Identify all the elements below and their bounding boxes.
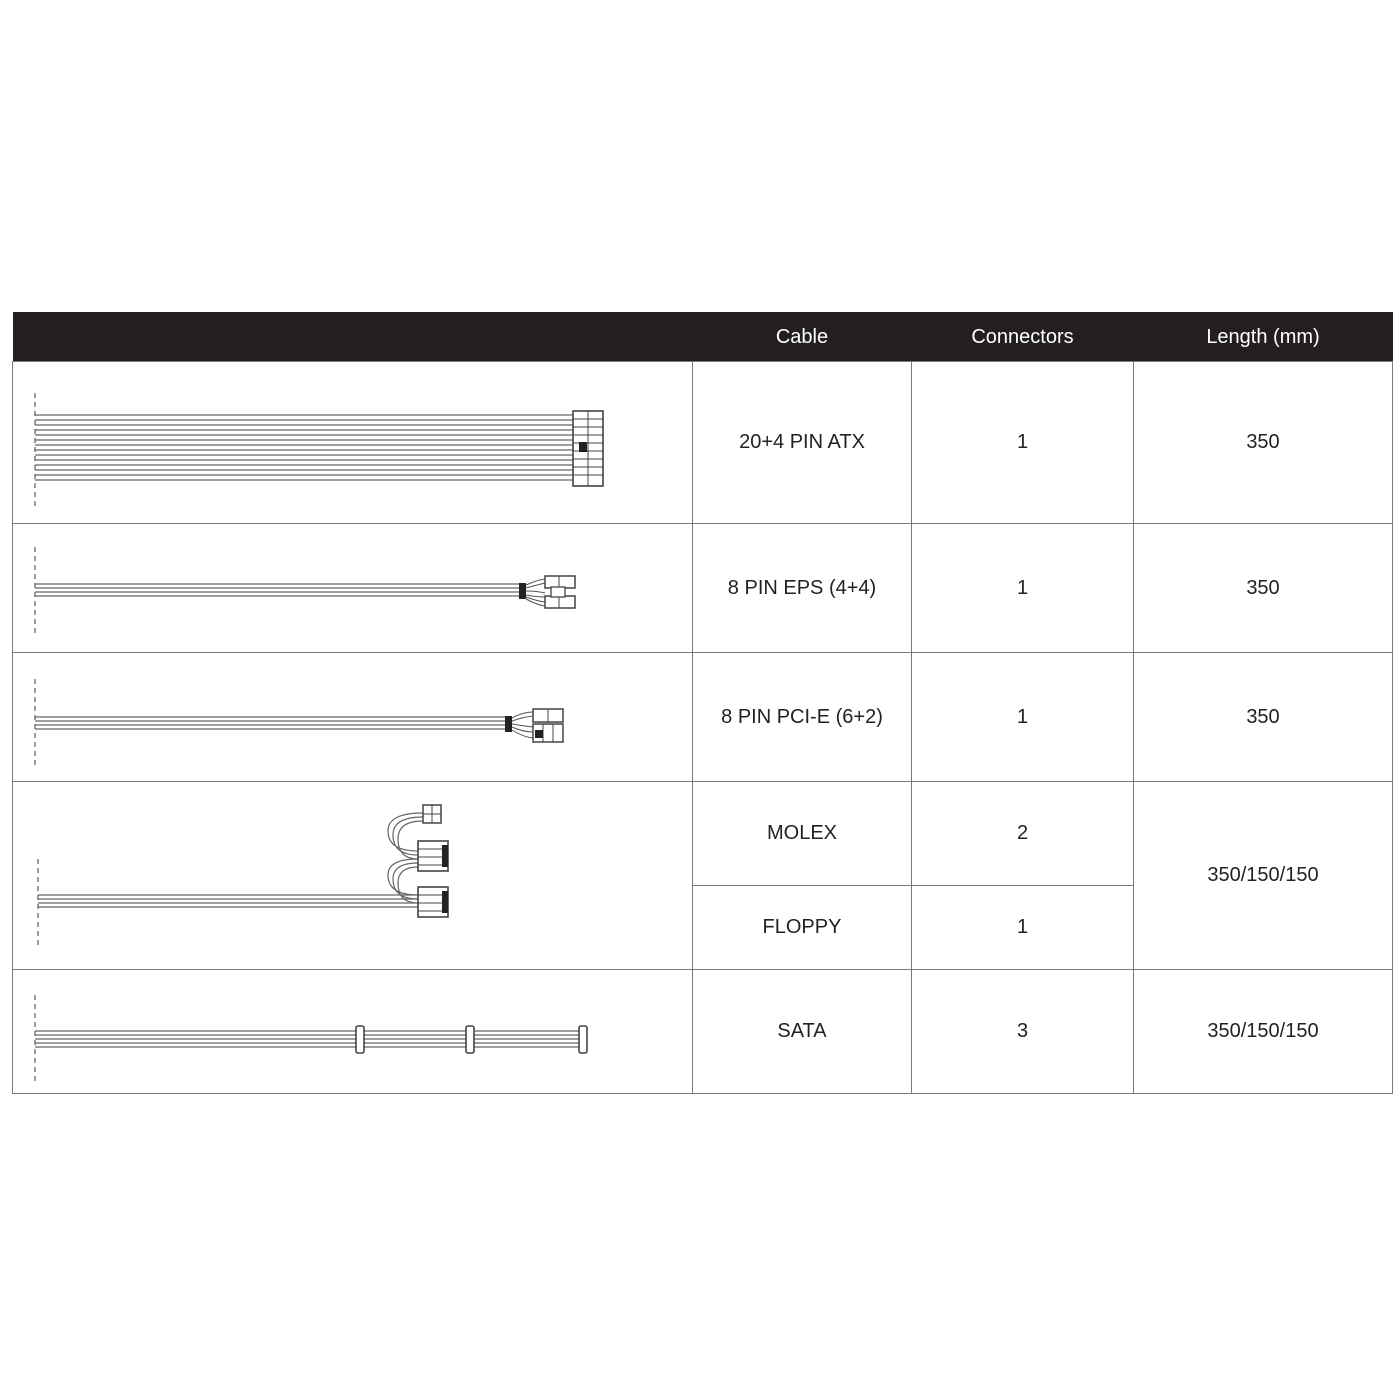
cable-name: MOLEX — [693, 782, 912, 886]
atx-24pin-cable-drawing — [13, 362, 693, 524]
sata-cable-drawing — [13, 970, 693, 1094]
cable-name: 8 PIN EPS (4+4) — [693, 524, 912, 653]
connector-count: 1 — [912, 524, 1134, 653]
connector-count: 2 — [912, 782, 1134, 886]
connector-count: 3 — [912, 970, 1134, 1094]
table-row — [13, 970, 1393, 1094]
cable-name: SATA — [693, 970, 912, 1094]
cable-name: 20+4 PIN ATX — [693, 362, 912, 524]
table-row — [13, 653, 1393, 782]
connector-count: 1 — [912, 886, 1134, 970]
pcie-8pin-cable-drawing — [13, 653, 693, 782]
connector-count: 1 — [912, 362, 1134, 524]
header-connectors: Connectors — [912, 312, 1134, 362]
header-cable: Cable — [693, 312, 912, 362]
cable-name: FLOPPY — [693, 886, 912, 970]
molex-floppy-cable-drawing — [13, 782, 693, 970]
table-row — [13, 362, 1393, 524]
table-row — [13, 782, 1393, 886]
header-image-column — [13, 312, 693, 362]
cable-length: 350/150/150 — [1134, 970, 1393, 1094]
eps-8pin-cable-drawing — [13, 524, 693, 653]
cable-length: 350 — [1134, 653, 1393, 782]
table-header-row — [13, 312, 1393, 362]
connector-count: 1 — [912, 653, 1134, 782]
cable-length: 350 — [1134, 362, 1393, 524]
cable-name: 8 PIN PCI-E (6+2) — [693, 653, 912, 782]
cable-spec-table — [12, 312, 1393, 1094]
cable-length: 350/150/150 — [1134, 782, 1393, 970]
header-length: Length (mm) — [1134, 312, 1393, 362]
cable-length: 350 — [1134, 524, 1393, 653]
table-row — [13, 524, 1393, 653]
